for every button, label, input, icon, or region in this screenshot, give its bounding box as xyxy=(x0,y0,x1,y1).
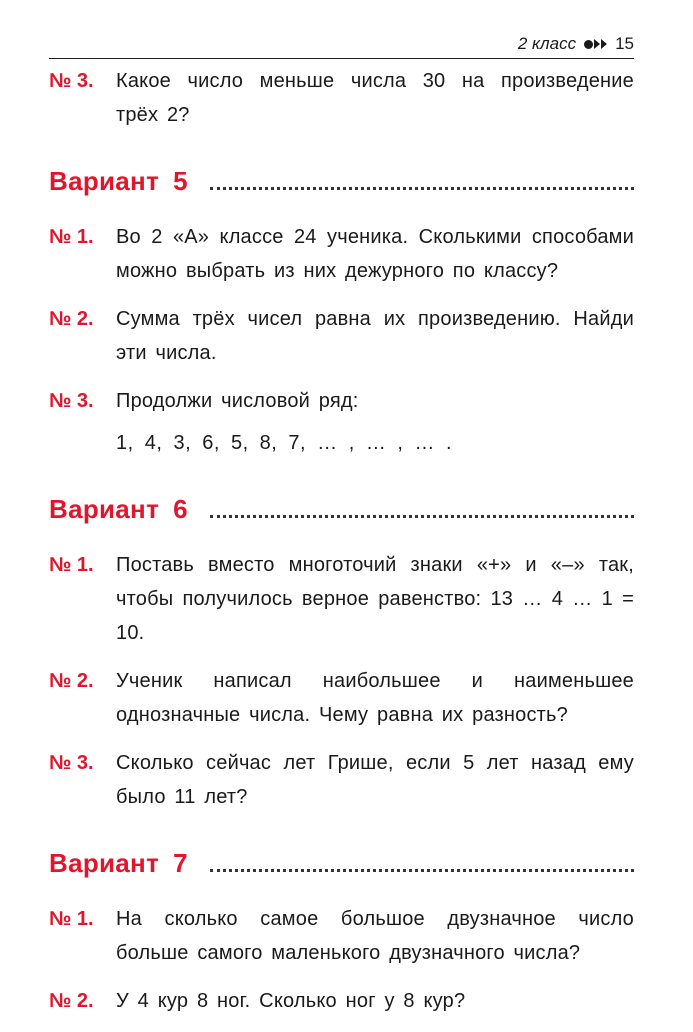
variant-title xyxy=(49,848,188,878)
variant-label: Вариант xyxy=(49,166,160,196)
task-text: На сколько самое большое двузначное число больше самого маленького двузначного числа? xyxy=(116,908,634,964)
variant-label: Вариант xyxy=(49,848,160,878)
task-number: № 2. xyxy=(49,670,94,692)
variant-number: 5 xyxy=(173,166,188,196)
dotted-leader xyxy=(210,515,634,518)
task-text: Поставь вместо многоточий знаки «+» и «–» так, чтобы получилось верное равенство: 13 … 4 … 1 = 10. xyxy=(116,554,634,644)
task xyxy=(49,984,634,1018)
task-number: № 3. xyxy=(49,390,94,412)
variant-title xyxy=(49,166,188,196)
page-header xyxy=(49,34,634,59)
task xyxy=(49,548,634,650)
task xyxy=(49,384,634,460)
variant-heading-7 xyxy=(49,848,634,878)
task xyxy=(49,220,634,288)
task-number: № 3. xyxy=(49,752,94,774)
task-text: У 4 кур 8 ног. Сколько ног у 8 кур? xyxy=(116,990,466,1012)
task xyxy=(49,302,634,370)
double-arrow-bullet-icon xyxy=(584,39,607,49)
task-number: № 1. xyxy=(49,226,94,248)
page-content xyxy=(49,64,634,1032)
variant-heading-6 xyxy=(49,494,634,524)
task xyxy=(49,902,634,970)
task-number: № 1. xyxy=(49,554,94,576)
header-right xyxy=(518,34,634,54)
task-text: Сколько сейчас лет Грише, если 5 лет назад ему было 11 лет? xyxy=(116,752,634,808)
task-text: Какое число меньше числа 30 на произведение трёх 2? xyxy=(116,70,634,126)
task-text: Сумма трёх чисел равна их произведению. Найди эти числа. xyxy=(116,308,634,364)
task-number: № 1. xyxy=(49,908,94,930)
variant-title xyxy=(49,494,188,524)
task-text: Во 2 «А» классе 24 ученика. Сколькими способами можно выбрать из них дежурного по классу? xyxy=(116,226,634,282)
page-number: 15 xyxy=(615,34,634,53)
task-number: № 2. xyxy=(49,308,94,330)
variant-number: 7 xyxy=(173,848,188,878)
task-text: Продолжи числовой ряд: xyxy=(116,390,359,412)
task xyxy=(49,746,634,814)
task-text: Ученик написал наибольшее и наименьшее однозначные числа. Чему равна их разность? xyxy=(116,670,634,726)
task-number: № 2. xyxy=(49,990,94,1012)
variant-label: Вариант xyxy=(49,494,160,524)
variant-heading-5 xyxy=(49,166,634,196)
number-series: 1, 4, 3, 6, 5, 8, 7, … , … , … . xyxy=(116,432,453,454)
grade-label: 2 класс xyxy=(517,34,577,53)
variant-number: 6 xyxy=(173,494,188,524)
dotted-leader xyxy=(210,187,634,190)
task xyxy=(49,664,634,732)
task xyxy=(49,64,634,132)
task-number: № 3. xyxy=(49,70,94,92)
dotted-leader xyxy=(210,869,634,872)
